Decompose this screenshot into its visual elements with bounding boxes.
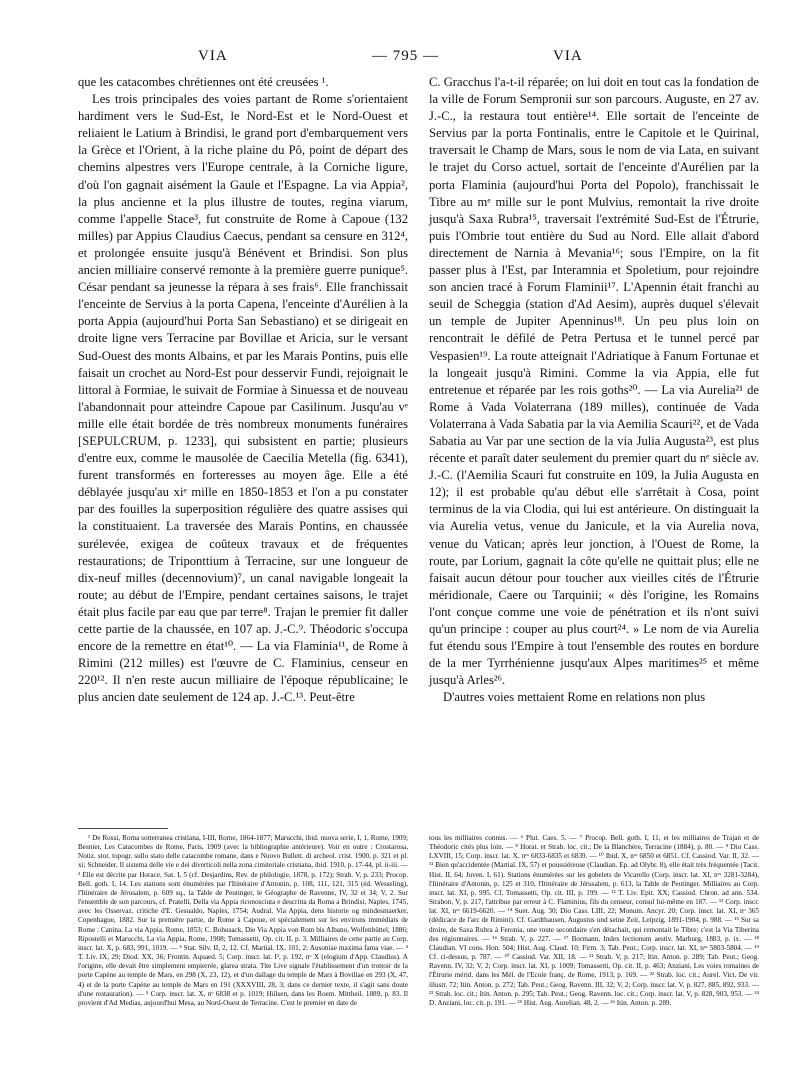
footnotes-left — [78, 834, 408, 1008]
footnote-rule — [78, 828, 168, 829]
paragraph: Les trois principales des voies partant de Rome s'orientaient hardiment vers le Sud-Est, le Nord-Est et le Nord-Ouest et reliaient le Latium à Brindisi, le grand port d'embarquement vers la Grèce et l'Orient, à la riche plaine du Pô, point de départ des chemins alpestres vers l'Europe centrale, à la Corniche ligure, d'où l'on gagnait aisément la Gaule et l'Espagne. La via Appia², la plus ancienne et la plus illustre de toutes, regina viarum, comme l'appelle Stace³, fut construite de Rome à Capoue (132 milles) par Appius Claudius Caecus, pendant sa censure en 312⁴, et prolongée ensuite jusqu'à Bénévent et Brindisi. Son plus ancien milliaire conservé remonte à la première guerre punique⁵. César pendant sa jeunesse la répara à ses frais⁶. Elle franchissait l'enceinte de Servius à la porta Capena, l'enceinte d'Aurélien à la porta Appia (aujourd'hui Porta San Sebastiano) et se dirigeait en droite ligne vers Terracine par Bovillae et Aricia, sur le versant Sud-Ouest des monts Albains, et par les Marais Pontins, puis elle faisait un crochet au Nord-Est pour desservir Fundi, rejoignait le littoral à Formiae, le suivait de Formiae à Sinuessa et de nouveau l'abandonnait pour atteindre Capoue par Casilinum. Jusqu'au vᵉ mille elle était bordée de très nombreux monuments funéraires [SEPULCRUM, p. 1233], qui subsistent en partie; plusieurs d'entre eux, comme le mausolée de Caecilia Metella (fig. 6341), furent transformés en forteresses au moyen âge. Elle a été déblayée jusqu'au xiᵉ mille en 1850-1853 et l'on a pu constater par des fouilles la superposition régulière des quatre assises qui la constituaient. La traversée des Marais Pontins, en chaussée surélevée, exigea de coûteux travaux et de fréquentes restaurations; de Triponttium à Terracine, sur une longueur de dix-neuf milles (decennovium)⁷, un canal navigable longeait la route; au début de l'Empire, pendant certaines saisons, le trajet était plus facile par eau que par terre⁸. Trajan le premier fit daller cette partie de la chaussée, en 107 ap. J.-C.⁹. Théodoric s'occupa encore de la remettre en état¹⁰. — La via Flaminia¹¹, de Rome à Rimini (212 milles) est l'œuvre de C. Flaminius, censeur en 220¹². Il n'en reste aucun milliaire de l'époque républicaine; le plus ancien date seulement de 124 ap. J.-C.¹³. Peut-être — [78, 92, 408, 705]
footnote-text: tous les milliaires connus. — ⁶ Plut. Caes. 5. — ⁷ Procop. Bell. goth. I, 11, et les milliaires de Trajan et de Théodoric cités plus loin. — ⁸ Horat. et Strab. loc. cit.; De la Blanchère, Terracine (1884), p. 80. — ⁹ Dio Cass. LXVIII, 15; Corp. inscr. lat. X, nᵒˢ 6833-6835 et 6839. — ¹⁰ Ibid. X, nᵒˢ 6850 et 6851. Cf. Cassiod. Var. II, 32. — ¹¹ Bien qu'accidentée (Martial. IX, 57) et poussiéreuse (Claudian. Ep. ad Olybr. 8), elle était très fréquentée (Tacit. Hist. II, 64; Juven. I, 61). Stations énumérées sur les gobelets de Vicarello (Corp. inscr. lat. XI, nᵒˢ 3281-3284), l'Itinéraire d'Antonin, p. 125 et 310, l'Itinéraire de Jérusalem, p. 613, la Table de Peutinger. Milliaires au Corp. inscr. lat. XI, p. 995. Cf. Tomassetti, Op. cit. III, p. 199. — ¹² T. Liv. Epit. XX; Cassiod. Chron. ad ann. 534. Strabon, V, p. 217, l'attribue par erreur à C. Flaminius, fils du censeur, consul lui-même en 187. — ¹³ Corp. inscr. lat. XI, nᵒˢ 6619-6620. — ¹⁴ Suet. Aug. 30; Dio Cass. LIII, 22; Monum. Ancyr. 20; Corp. inscr. lat. XI, nᵒ 365 (dédicace de l'arc de Rimini). Cf. Gardthausen, Augustus und seine Zeit, Leipzig, 1891-1904, p. 988. — ¹⁵ Sur sa droite, de Saxa Rubra à Feronia, une route secondaire s'en détachait, qui remontait le Tibre; c'est la Via Tiberina des régionnaires. — ¹⁶ Strab. V, p. 227. — ¹⁷ Bormann, Index lectionum aestiv. Marburg, 1883, p. ix. — ¹⁸ Claudian. VI cons. Hon. 504; Hist. Aug. Claud. 10; Firm. 3; Tab. Peut.; Corp. inscr. lat. XI, nᵒˢ 5803-5804. — ¹⁹ Cf. ci-dessus, p. 787. — ²⁰ Cassiod. Var. XII, 18. — ²¹ Strab. V, p. 217; Itin. Anton. p. 289; Tab. Peut.; Geog. Ravenn. IV, 32; V, 2; Corp. inscr. lat. XI, p. 1009; Tomassetti, Op. cit. II, p. 463; Anziani, Les voies romaines de l'Étrurie mérid. dans les Mél. de l'Ecole franç. de Rome, 1913, p. 169. — ²² Strab. loc. cit.; Aurel. Vict. De vir. illustr. 72; Itin. Anton. p. 272; Tab. Peut.; Geog. Ravenn. III, 32; V, 2; Corp. inscr. lat. V, p. 827, 885, 892, 933. — ²³ Strab. loc. cit.; Itin. Anton. p. 295; Tab. Peut.; Geog. Ravenn. loc. cit.; Corp. inscr. lat. V, p. 828, 903, 953. — ²⁴ D. Anziani, loc. cit. p. 191. — ²⁵ Hist. Aug. Aurelian. 48, 2. — ²⁶ Itin. Anton. p. 289. — [429, 834, 759, 1007]
footnotes-right — [429, 834, 759, 1008]
paragraph: C. Gracchus l'a-t-il réparée; on lui doit en tout cas la fondation de la ville de Forum Sempronii sur son parcours. Auguste, en 27 av. J.-C., la restaura tout entière¹⁴. Elle sortait de l'enceinte de Servius par la porta Fontinalis, entre le Capitole et le Quirinal, traversait le Champ de Mars, sous le nom de via Lata, en suivant le trajet du Corso actuel, sortait de l'enceinte d'Aurélien par la porta Flaminia (aujourd'hui Porta del Popolo), franchissait le Tibre au mᵉ mille sur le pont Mulvius, remontait la rive droite jusqu'à Saxa Rubra¹⁵, traversait l'extrémité Sud-Est de l'Étrurie, puis l'Ombrie tout entière du Sud au Nord. Elle allait d'abord directement de Narnia à Mevania¹⁶; sous l'Empire, on la fit passer plus à l'Est, par Interamnia et Spoletium, pour rejoindre son ancien tracé à Forum Flaminii¹⁷. L'Apennin était franchi au seuil de Scheggia (station d'Ad Aesim), auprès duquel s'élevait un temple de Jupiter Apenninus¹⁸. Un peu plus loin on rencontrait le défilé de Petra Pertusa et le tunnel percé par Vespasien¹⁹. La route atteignait l'Adriatique à Fanum Fortunae et la longeait jusqu'à Rimini. Comme la via Appia, elle fut entretenue et réparée par les rois goths²⁰. — La via Aurelia²¹ de Rome à Vada Volaterrana (189 milles), continuée de Vada Volaterrana à Vada Sabatia par la via Aemilia Scauri²², et de Vada Sabatia au Var par une section de la via Julia Augusta²³, est plus récente et paraît dater seulement du premier quart du nᵉ siècle av. J.-C. (l'Aemilia Scauri fut construite en 109, la Julia Augusta en 12); il est probable qu'au début elle s'arrêtait à Cosa, point terminus de la via Clodia, qui lui est antérieure. On distinguait la via Aurelia vetus, venue du Janicule, et la via Aurelia nova, venue du Vatican; après leur jonction, à l'Ouest de Rome, la route, par Lorium, gagnait la côte qu'elle ne quittait plus; elle ne faisait aucun détour pour toucher aux vieilles cités de l'Étrurie méridionale, Caere ou Tarquinii; « dès l'origine, les Romains l'ont conçue comme une voie de pénétration et ils n'ont suivi qu'un principe : couper au plus court²⁴. » Le nom de via Aurelia fut étendu sous l'Empire à tout l'ensemble des routes en bordure de la mer Tyrrhénienne jusqu'aux Alpes maritimes²⁵ et même jusqu'à Arles²⁶. — [429, 75, 759, 688]
running-head-left: VIA — [198, 48, 228, 64]
paragraph: que les catacombes chrétiennes ont été creusées ¹. — [78, 75, 329, 89]
footnote-text: ¹ De Rossi, Roma sotterranea cristiana, I-III, Rome, 1864-1877; Marucchi, ibid. nuova serie, I, 1, Rome, 1909; Besnier, Les Catacombes de Rome, Paris, 1909 (avec la bibliographie antérieure). Voir en outre : Crostarosa, Notiz. stor. topogr. sullo stato delle catacombe romane, dans e Nuovo Bullett. di archeol. crist. 1900, p. 321 et pl. xi; Schneider, Il sistema delle vie e dei diverticoli nella zona cimiteriale cristiana, ibid. 1910, p. 17-44, pl. ii-iii. — ² Elle est décrite par Horace, Sat. I, 5 (cf. Desjardins, Rev. de philologie, 1878, p. 172); Strab. V, p. 233; Procop. Bell. goth. I, 14. Les stations sont énumérées par l'Itinéraire d'Antonin, p. 108, 111, 121, 315 (éd. Wesseling), l'Itinéraire de Jérusalem, p. 609 sq., la Table de Peutinger, le Géographe de Ravenne, IV, 32 et 34; V, 2. Sur l'ensemble de son parcours, cf. Pratelli, Della via Appia riconosciuta e descritta da Roma a Brindisi, Naples, 1745, avec les Osservaz. critiche d'E. Gesualdo, Naples, 1754; Audral, Via Appia, dens historie og mindesmaerker, Copenhague, 1882. Sur la première partie, de Rome à Capoue, et spécialement sur les environs immédiats de Rome : Canina, La via Appia, Rome, 1853; C. Bohusack, Die Via Appia von Rom bis Albano, Wolfenbüttel, 1886; Ripostelli et Marucchi, La via Appia, Rome, 1908; Tomassetti, Op. cit. II, p. 3. Milliaires de cette partie au Corp. inscr. lat. X, p. 683, 991, 1019. — ³ Stat. Silv. II, 2, 12. Cf. Martial. IX, 101, 2: Ausoniae maxima fama viae. — ⁴ T. Liv. IX, 29; Diod. XX, 36; Frontin. Aquaed. 5; Corp. inscr. lat. I², p. 192, nᵒ X (elogium d'App. Claudius). A l'origine, elle devait être simplement empierrée, glarea strata. Tite Live signale l'établissement d'un trottoir de la porte Capène au temple de Mars, en 298 (X, 23, 12), et d'un dallage du temple de Mars à Bovillae en 293 (X, 47, 4) et de la porte Capène au temple de Mars en 191 (XXXVIII, 28, 3; dans ce dernier texte, il s'agit sans doute d'une restauration). — ⁵ Corp. inscr. lat. X, nᵒ 6838 et p. 1019; Hülsen, dans les Roem. Mittheil. 1889, p. 83. Il provient d'Ad Medias, aujourd'hui Mesa, au Nord-Ouest de Terracine. C'est le premier en date de — [78, 834, 408, 1007]
page-header — [0, 48, 800, 68]
running-head-right: VIA — [553, 48, 583, 64]
page-number: — 795 — — [372, 48, 439, 64]
paragraph: D'autres voies mettaient Rome en relations non plus — [443, 690, 706, 705]
right-text-column — [429, 74, 759, 706]
left-text-column — [78, 74, 408, 706]
